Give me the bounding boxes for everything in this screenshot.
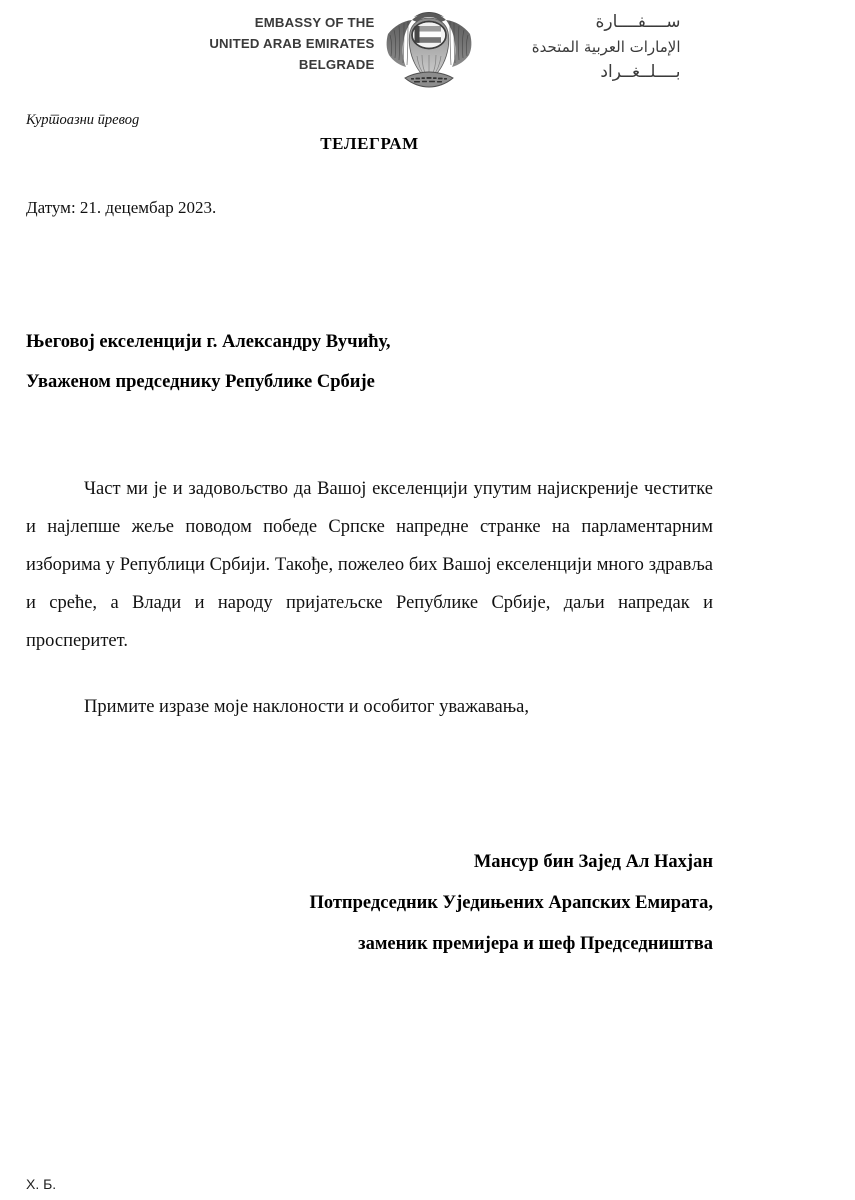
letterhead-english-line-1: EMBASSY OF THE — [254, 15, 375, 30]
document-title: ТЕЛЕГРАМ — [320, 134, 419, 153]
letterhead-arabic-line-3: بــــلــغــراد — [600, 62, 681, 82]
addressee-line-2: Уваженом председнику Републике Србије — [26, 372, 375, 392]
letterhead-arabic-line-1: ســــفــــارة — [595, 12, 681, 32]
letterhead-arabic-text — [483, 8, 681, 85]
addressee-block — [26, 322, 713, 402]
addressee-line-1: Његовој екселенцији г. Александру Вучићу, — [26, 332, 391, 352]
signature-title-line-2: заменик премијера и шеф Председништва — [358, 934, 713, 954]
letterhead-english-line-2: UNITED ARAB EMIRATES — [209, 36, 375, 51]
courtesy-translation-note: Куртоазни превод — [26, 112, 140, 128]
body-paragraph-2: Примите изразе моје наклоности и особитог уважавања, — [84, 697, 529, 717]
letterhead — [0, 8, 855, 94]
footer-initials-mark: Х. Б. — [26, 1176, 57, 1192]
signature-title-line-1: Потпредседник Уједињених Арапских Емирата, — [309, 893, 713, 913]
signature-name: Мансур бин Зајед Ал Нахјан — [473, 852, 713, 872]
letterhead-arabic-line-2: الإمارات العربية المتحدة — [531, 38, 681, 56]
uae-coat-of-arms-emblem-icon — [381, 8, 477, 92]
letterhead-english-text — [175, 8, 375, 75]
date-line: Датум: 21. децембар 2023. — [26, 198, 217, 217]
body-paragraph-1: Част ми је и задовољство да Вашој екселенцији упутим најискреније честитке и најлепше жеље поводом победе Српске напредне странке на парламентарним изборима у Републици Србији. Такође, пожелео бих Вашој екселенцији много здравља и среће, а Влади и народу пријатељске Републике Србије, даљи напредак и просперитет. — [26, 479, 713, 651]
signature-block — [26, 842, 713, 965]
letter-body — [26, 470, 713, 726]
letterhead-english-line-3: BELGRADE — [298, 57, 375, 72]
